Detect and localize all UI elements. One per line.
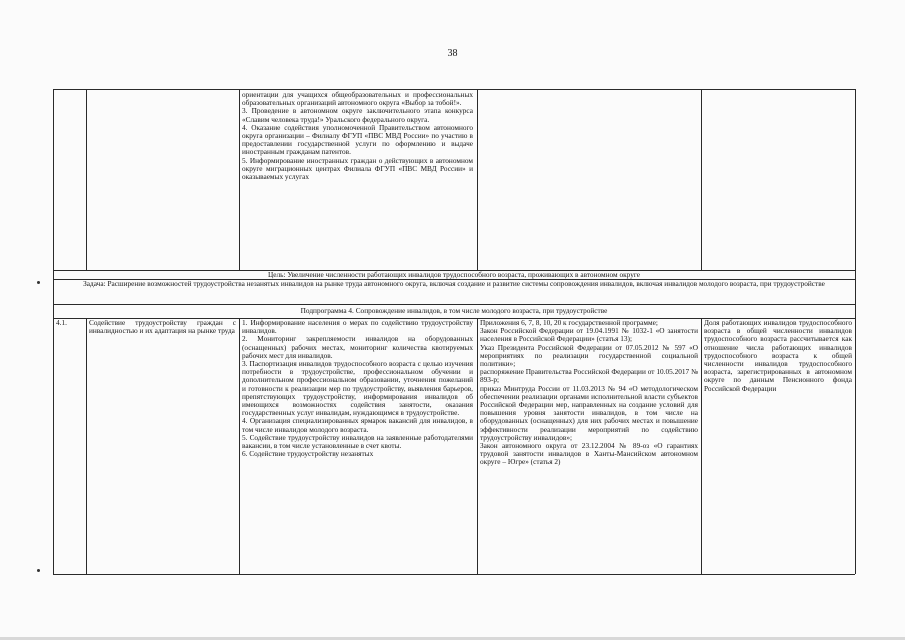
row-col-divider-4 [701,318,702,574]
task-row: Задача: Расширение возможностей трудоустройства незанятых инвалидов на рынке труда автономного округа, включая создание и развитие системы сопровождения инвалидов, включая инвалидов молодого возраста, при трудоустройстве [83,280,825,288]
measure-item: 5. Содействие трудоустройству инвалидов на заявленные работодателями вакансии, в том числе установленные в счет квоты. [242,432,473,451]
row-number: 4.1. [56,319,67,327]
table-border-bottom [53,574,855,575]
table-border-top [53,89,855,90]
row-measures-cell [242,319,473,573]
document-item: Закон автономного округа от 23.12.2004 № 89-оз «О гарантиях трудовой занятости инвалидов в Ханты-Мансийском автономном округе – Югре» (статья 2) [480,441,698,467]
top-measure-item: 3. Проведение в автономном округе заключительного этапа конкурса «Славим человека труда!» Уральского федерального округа. [242,106,473,124]
document-item: приказ Минтруда России от 11.03.2013 № 94 «О методологическом обеспечении реализации органами исполнительной власти субъектов Российской Федерации мер, направленных на создание условий для повышения уровня занятости инвалидов, в том числе на оборудованных (оснащенных) для них рабочих местах и повышение эффективности реализации мероприятий по содействию трудоустройству инвалидов»; [480,383,698,442]
measure-item: 1. Информирование населения о мерах по содействию трудоустройству инвалидов. [242,319,473,336]
row-title: Содействие трудоустройству граждан с инвалидностью и их адаптация на рынке труда [89,319,236,336]
top-measures-cell [242,91,473,269]
page-number: 38 [447,48,458,59]
row-col-divider-3 [477,318,478,574]
top-measure-item: ориентации для учащихся общеобразовательных и профессиональных образовательных организаций автономного округа «Выбор за тобой!». [242,91,473,108]
table-border-left [53,89,54,574]
row-col-divider-1 [86,318,87,574]
measure-item: 4. Организация специализированных ярмарок вакансий для инвалидов, в том числе инвалидов молодого возраста. [242,416,473,434]
row-col-divider-2 [239,318,240,574]
top-measure-item: 4. Оказание содействия уполномоченной Правительством автономного округа организации – Филиалу ФГУП «ПВС МВД России» по участию в предоставлении государственной услуги по оформлению и выдаче иностранным гражданам патентов. [242,122,473,157]
top-measure-item: 5. Информирование иностранных граждан о действующих в автономном округе миграционных центрах Филиала ФГУП «ПВС МВД России» и оказываемых услугах [242,155,473,182]
margin-mark [37,569,40,572]
row-documents-cell [480,319,698,573]
document-item: Закон Российской Федерации от 19.04.1991 № 1032-1 «О занятости населения в Российской Федерации» (статья 13); [480,326,698,344]
table-border-right [855,89,856,574]
margin-mark [37,281,40,284]
subprogram-row: Подпрограмма 4. Сопровождение инвалидов, в том числе молодого возраста, при трудоустройстве [300,306,608,315]
row-indicator-cell: Доля работающих инвалидов трудоспособного возраста в общей численности инвалидов трудоспособного возраста рассчитывается как отношение числа работающих инвалидов трудоспособного возраста к общей численности инвалидов трудоспособного возраста, зарегистрированных в автономном округе по данным Пенсионного фонда Российской Федерации [704,319,852,393]
document-item: Указ Президента Российской Федерации от 07.05.2012 № 597 «О мероприятиях по реализации государственной социальной политики»; [480,342,698,369]
measure-item: 2. Мониторинг закрепляемости инвалидов на оборудованных (оснащенных) рабочих местах, мониторинг количества квотируемых рабочих мест для инвалидов. [242,334,473,360]
document-item: Приложения 6, 7, 8, 10, 20 к государственной программе; [480,319,658,327]
table-col-divider-4 [701,89,702,270]
table-col-divider-3 [477,89,478,270]
measure-item: 6. Содействие трудоустройству незанятых [242,449,374,459]
measure-item: 3. Паспортизация инвалидов трудоспособного возраста с целью изучения потребности в трудоустройстве, профессиональном обучении и дополнительном профессиональном образовании, уточнения пожеланий и готовности к реализации мер по трудоустройству, выявления барьеров, препятствующих трудоустройству, информирования инвалидов об имеющихся возможностях содействия занятости, оказания государственных услуг инвалидам, нуждающимся в трудоустройстве. [242,359,473,418]
document-table [53,89,855,574]
goal-row: Цель: Увеличение численности работающих инвалидов трудоспособного возраста, проживающих в автономном округе [267,271,640,279]
table-col-divider-2 [239,89,240,270]
document-item: распоряжение Правительства Российской Федерации от 10.05.2017 № 893-р; [480,367,698,385]
table-col-divider-1 [86,89,87,270]
